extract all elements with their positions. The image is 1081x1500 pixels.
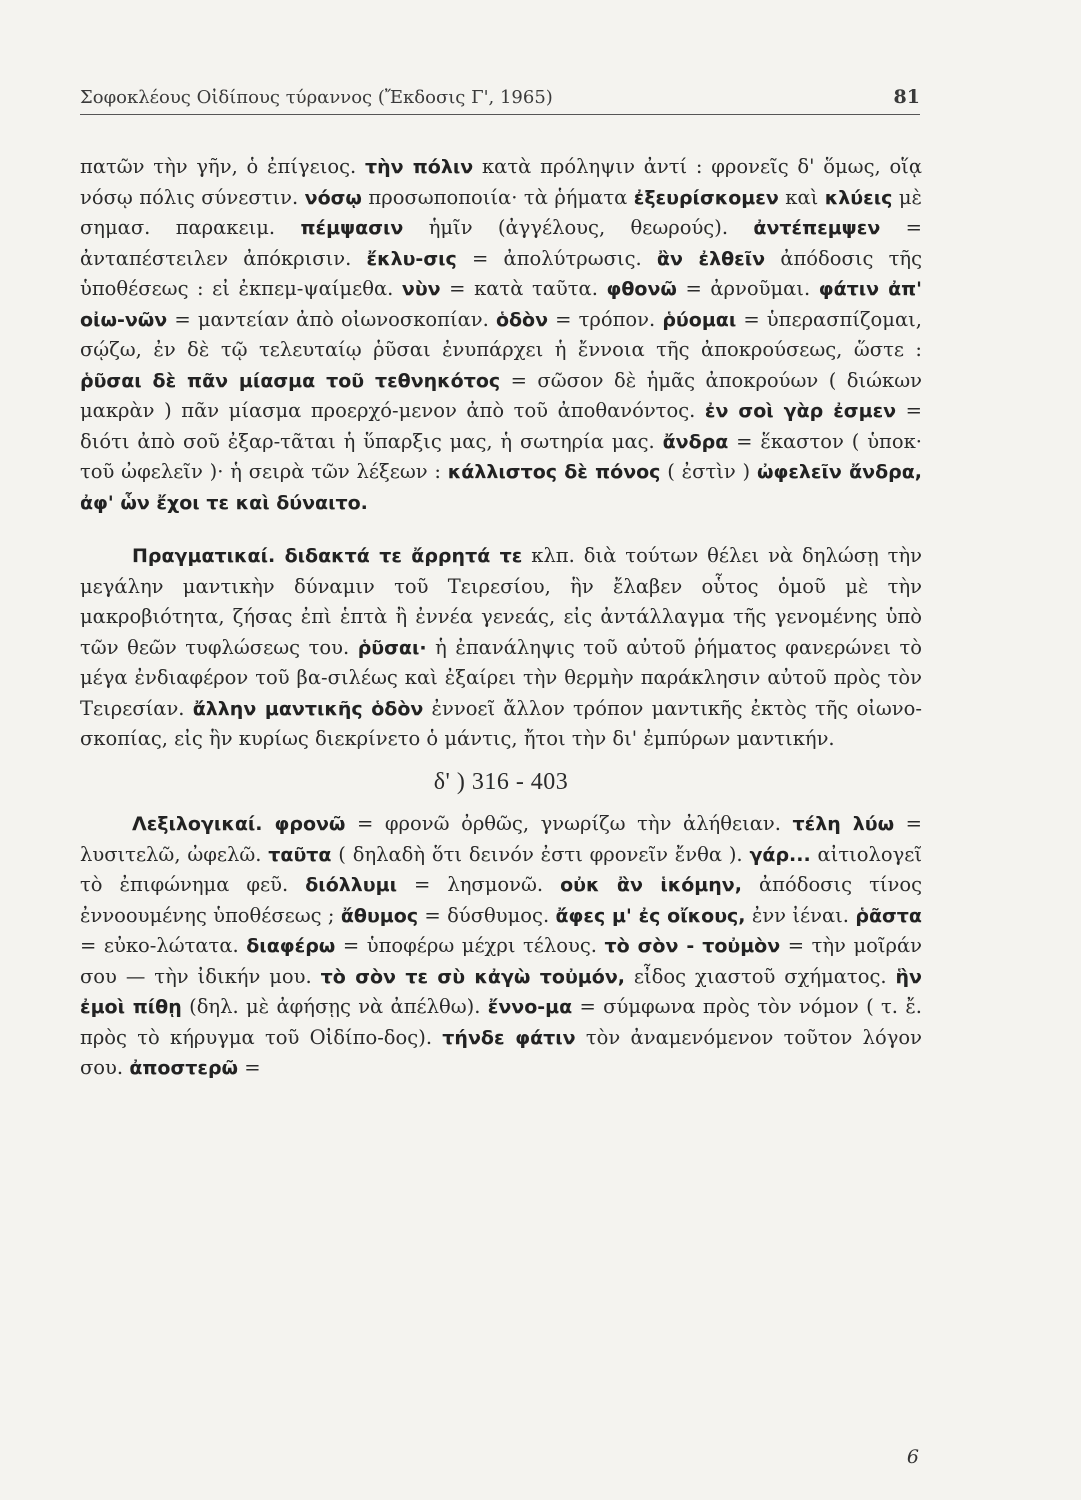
gloss-text: = ἀρνοῦμαι.: [676, 277, 819, 300]
lemma-term: Πραγματικαί. διδακτά τε ἄρρητά τε: [132, 545, 523, 567]
lemma-term: φθονῶ: [606, 278, 677, 300]
gloss-text: =: [238, 1056, 261, 1079]
gloss-text: προσωποποιία· τὰ ῥήματα: [361, 185, 634, 209]
lemma-term: τὴν πόλιν: [365, 156, 474, 178]
lemma-term: ἂν ἐλθεῖν: [656, 247, 766, 270]
lemma-term: γάρ...: [749, 843, 811, 866]
header-title: Σοφοκλέους Οἰδίπους τύραννος (Ἔκδοσις Γ', 1965): [80, 87, 553, 108]
gloss-text: καὶ: [778, 185, 825, 209]
paragraph-3: [80, 809, 922, 1084]
lemma-term: τὸ σὸν τε σὺ κἀγὼ τοὐμόν,: [320, 965, 625, 988]
gloss-text: κλπ. διὰ τούτων θέλει νὰ δηλώσῃ τὴν μεγάλην μαντικὴν δύναμιν τοῦ Τειρεσίου, ἣν ἔλαβεν οὗτος ὁμοῦ μὲ τὴν μακροβιότητα, ζήσας ἐπὶ ἑπτὰ ἢ ἐννέα γενεάς, εἰς ἀντάλλαγμα τῆς γενομένης ὑπὸ τῶν θεῶν τυφλώσεως του.: [80, 544, 922, 659]
gloss-text: = ὑπερασπίζομαι, σῴζω, ἐν δὲ τῷ τελευταίῳ ῥῦσαι ἐνυπάρχει ἡ ἔννοια τῆς ἀποκρούσεως, ὥστε :: [80, 307, 922, 361]
gloss-text: = μαντείαν ἀπὸ οἰωνοσκοπίαν.: [167, 307, 496, 331]
section-heading: δ' ) 316 - 403: [433, 768, 569, 795]
commentary-body: [80, 152, 922, 1084]
gloss-text: ( δηλαδὴ ὅτι δεινόν ἐστι φρονεῖν ἔνθα ).: [331, 842, 750, 866]
gloss-text: = φρονῶ ὀρθῶς, γνωρίζω τὴν ἀλήθειαν.: [345, 812, 793, 835]
lemma-term: τὸ σὸν - τοὐμὸν: [604, 935, 781, 957]
lemma-term: ἄλλην μαντικῆς ὁδὸν: [192, 697, 424, 720]
gloss-text: ἡμῖν (ἀγγέλους, θεωρούς).: [403, 216, 754, 239]
gloss-text: αἰτιολογεῖ τὸ ἐπιφώνημα φεῦ.: [80, 842, 923, 896]
lemma-term: ῥῦσαι δὲ πᾶν μίασμα τοῦ τεθνηκότος: [80, 369, 501, 392]
gloss-text: = σύμφωνα πρὸς τὸν νόμον ( τ. ἔ. πρὸς τὸ κήρυγμα τοῦ Οἰδίπο-δος).: [80, 995, 922, 1049]
lemma-term: κλύεις: [824, 186, 893, 209]
lemma-term: ἄθυμος: [340, 904, 419, 927]
lemma-term: ῥῦσαι·: [357, 636, 427, 659]
gloss-text: εἶδος χιαστοῦ σχήματος.: [624, 964, 896, 988]
running-header: [80, 86, 920, 115]
gloss-text: ( ἐστὶν ): [660, 460, 757, 483]
gloss-text: = ἀπολύτρωσις.: [456, 246, 657, 270]
lemma-term: ὁδὸν: [495, 308, 549, 331]
gloss-text: (δηλ. μὲ ἀφήσῃς νὰ ἀπέλθω).: [181, 995, 488, 1018]
lemma-term: ῥύομαι: [662, 308, 737, 331]
lemma-term: ἐν σοὶ γὰρ ἐσμεν: [704, 400, 897, 422]
gloss-text: = ὑποφέρω μέχρι τέλους.: [335, 934, 605, 957]
lemma-term: ῥᾶστα: [855, 904, 922, 927]
lemma-term: ἄφες μ' ἐς οἴκους,: [555, 904, 746, 927]
lemma-term: πέμψασιν: [300, 217, 404, 239]
gloss-text: = ἀνταπέστειλεν ἀπόκρισιν.: [80, 216, 922, 270]
gloss-text: τὸν ἀναμενόμενον τοῦτον λόγον σου.: [80, 1025, 922, 1079]
gloss-text: = διότι ἀπὸ σοῦ ἐξαρ-τᾶται ἡ ὕπαρξις μας, ἡ σωτηρία μας.: [80, 399, 922, 453]
lemma-term: νόσῳ: [304, 186, 362, 209]
lemma-term: ἣν ἐμοὶ πίθῃ: [80, 965, 922, 1018]
gloss-text: ἐνν ἰέναι.: [745, 903, 856, 927]
gloss-text: = τρόπον.: [548, 307, 663, 331]
lemma-term: ἀντέπεμψεν: [753, 217, 881, 239]
gloss-text: κατὰ πρόληψιν ἀντί : φρονεῖς δ' ὅμως, οἵᾳ νόσῳ πόλις σύνεστιν.: [80, 155, 923, 209]
gloss-text: μὲ σημασ. παρακειμ.: [80, 185, 922, 239]
lemma-term: Λεξιλογικαί. φρονῶ: [132, 813, 346, 835]
lemma-term: φάτιν ἀπ' οἰω-νῶν: [80, 278, 923, 331]
gloss-text: = ἕκαστον ( ὑποκ· τοῦ ὠφελεῖν )· ἡ σειρὰ τῶν λέξεων :: [80, 429, 922, 483]
lemma-term: κάλλιστος δὲ πόνος: [447, 461, 661, 483]
gloss-text: = κατὰ ταῦτα.: [440, 277, 607, 300]
lemma-term: ἔννο-μα: [487, 996, 573, 1018]
signature-number: 6: [906, 1446, 919, 1468]
paragraph-1: [80, 152, 922, 518]
lemma-term: διόλλυμι: [305, 874, 398, 896]
lemma-term: ἐξευρίσκομεν: [633, 186, 779, 209]
gloss-text: ἡ ἐπανάληψις τοῦ αὐτοῦ ῥήματος φανερώνει τὸ μέγα ἐνδιαφέρον τοῦ βα-σιλέως καὶ ἐξαίρει τὴν θερμὴν παράκλησιν αὐτοῦ πρὸς τὸν Τειρεσίαν.: [80, 635, 922, 720]
page-number: 81: [893, 86, 920, 108]
lemma-term: τήνδε φάτιν: [442, 1026, 576, 1049]
gloss-text: = τὴν μοῖράν σου — τὴν ἰδικήν μου.: [80, 934, 922, 988]
gloss-text: = δύσθυμος.: [418, 903, 556, 927]
lemma-term: ἄνδρα: [662, 430, 729, 453]
gloss-text: ἀπόδοσις τῆς ὑποθέσεως : εἰ ἐκπεμ-ψαίμεθα.: [80, 246, 922, 300]
lemma-term: νὺν: [401, 278, 441, 300]
lemma-term: τέλη λύω: [792, 813, 895, 835]
lemma-term: οὐκ ἂν ἱκόμην,: [560, 874, 742, 896]
gloss-text: = εὐκο-λώτατα.: [80, 934, 247, 957]
gloss-text: πατῶν τὴν γῆν, ὁ ἐπίγειος.: [80, 155, 365, 178]
paragraph-2: [80, 541, 922, 755]
gloss-text: = σῶσον δὲ ἡμᾶς ἀποκρούων ( διώκων μακρὰν ) πᾶν μίασμα προερχό-μενον ἀπὸ τοῦ ἀποθανόντος.: [80, 368, 922, 422]
lemma-term: διαφέρω: [246, 935, 336, 957]
lemma-term: ταῦτα: [268, 843, 332, 866]
lemma-term: ἔκλυ-σις: [366, 247, 457, 270]
lemma-term: ἀποστερῶ: [129, 1057, 239, 1079]
lemma-term: ὠφελεῖν ἄνδρα, ἀφ' ὧν ἔχοι τε καὶ δύναιτο.: [80, 461, 922, 514]
gloss-text: ἀπόδοσις τίνος ἐννοουμένης ὑποθέσεως ;: [80, 873, 923, 927]
gloss-text: ἐννοεῖ ἄλλον τρόπον μαντικῆς ἐκτὸς τῆς οἰωνο-σκοπίας, εἰς ἣν κυρίως διεκρίνετο ὁ μάντις, ἤτοι τὴν δι' ἐμπύρων μαντικήν.: [80, 696, 922, 750]
gloss-text: = λησμονῶ.: [397, 873, 561, 896]
gloss-text: = λυσιτελῶ, ὠφελῶ.: [80, 812, 922, 866]
